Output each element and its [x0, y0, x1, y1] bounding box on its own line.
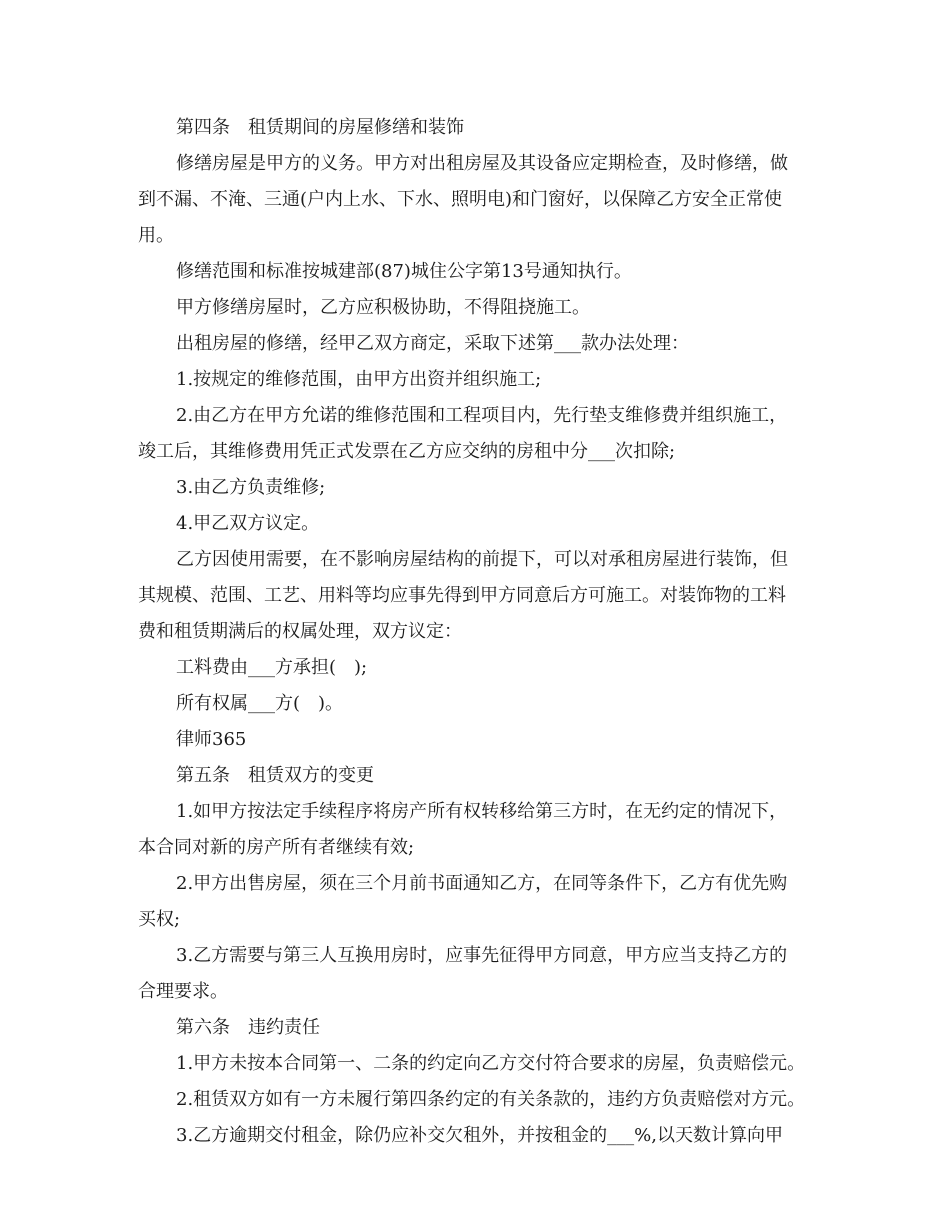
- paragraph-line: 所有权属___方( )。: [176, 693, 344, 714]
- paragraph-line: 修缮范围和标准按城建部(87)城住公字第13号通知执行。: [176, 261, 632, 282]
- paragraph-line: 甲方修缮房屋时，乙方应积极协助，不得阻挠施工。: [176, 297, 590, 318]
- article-4-heading: 第四条 租赁期间的房屋修缮和装饰: [176, 117, 464, 138]
- list-item-continuation: 合理要求。: [138, 981, 228, 1002]
- paragraph-line: 出租房屋的修缮，经甲乙双方商定，采取下述第___款办法处理：: [176, 333, 689, 354]
- list-item: 1.甲方未按本合同第一、二条的约定向乙方交付符合要求的房屋，负责赔偿元。: [176, 1053, 806, 1074]
- list-item: 3.乙方需要与第三人互换用房时，应事先征得甲方同意，甲方应当支持乙方的: [176, 945, 788, 966]
- list-item: 1.按规定的维修范围，由甲方出资并组织施工;: [176, 369, 542, 390]
- article-6-heading: 第六条 违约责任: [176, 1017, 320, 1038]
- paragraph-line: 乙方因使用需要，在不影响房屋结构的前提下，可以对承租房屋进行装饰，但: [176, 549, 788, 570]
- list-item: 2.租赁双方如有一方未履行第四条约定的有关条款的，违约方负责赔偿对方元。: [176, 1089, 806, 1110]
- paragraph-line: 费和租赁期满后的权属处理，双方议定：: [138, 621, 462, 642]
- list-item: 4.甲乙双方议定。: [176, 513, 320, 534]
- list-item-continuation: 竣工后，其维修费用凭正式发票在乙方应交纳的房租中分___次扣除;: [138, 441, 676, 462]
- list-item: 3.乙方逾期交付租金，除仍应补交欠租外，并按租金的___%,以天数计算向甲: [176, 1125, 783, 1146]
- list-item-continuation: 买权;: [138, 909, 181, 930]
- list-item: 2.由乙方在甲方允诺的维修范围和工程项目内，先行垫支维修费并组织施工，: [176, 405, 788, 426]
- paragraph-line: 其规模、范围、工艺、用料等均应事先得到甲方同意后方可施工。对装饰物的工料: [138, 585, 786, 606]
- list-item-continuation: 本合同对新的房产所有者继续有效;: [138, 837, 415, 858]
- paragraph-line: 用。: [138, 225, 174, 246]
- article-5-heading: 第五条 租赁双方的变更: [176, 765, 374, 786]
- watermark-text: 律师365: [176, 729, 247, 750]
- paragraph-line: 修缮房屋是甲方的义务。甲方对出租房屋及其设备应定期检查，及时修缮，做: [176, 153, 788, 174]
- list-item: 2.甲方出售房屋，须在三个月前书面通知乙方，在同等条件下，乙方有优先购: [176, 873, 788, 894]
- paragraph-line: 到不漏、不淹、三通(户内上水、下水、照明电)和门窗好，以保障乙方安全正常使: [138, 189, 783, 210]
- paragraph-line: 工料费由___方承担( );: [176, 657, 368, 678]
- list-item: 1.如甲方按法定手续程序将房产所有权转移给第三方时，在无约定的情况下，: [176, 801, 788, 822]
- list-item: 3.由乙方负责维修;: [176, 477, 326, 498]
